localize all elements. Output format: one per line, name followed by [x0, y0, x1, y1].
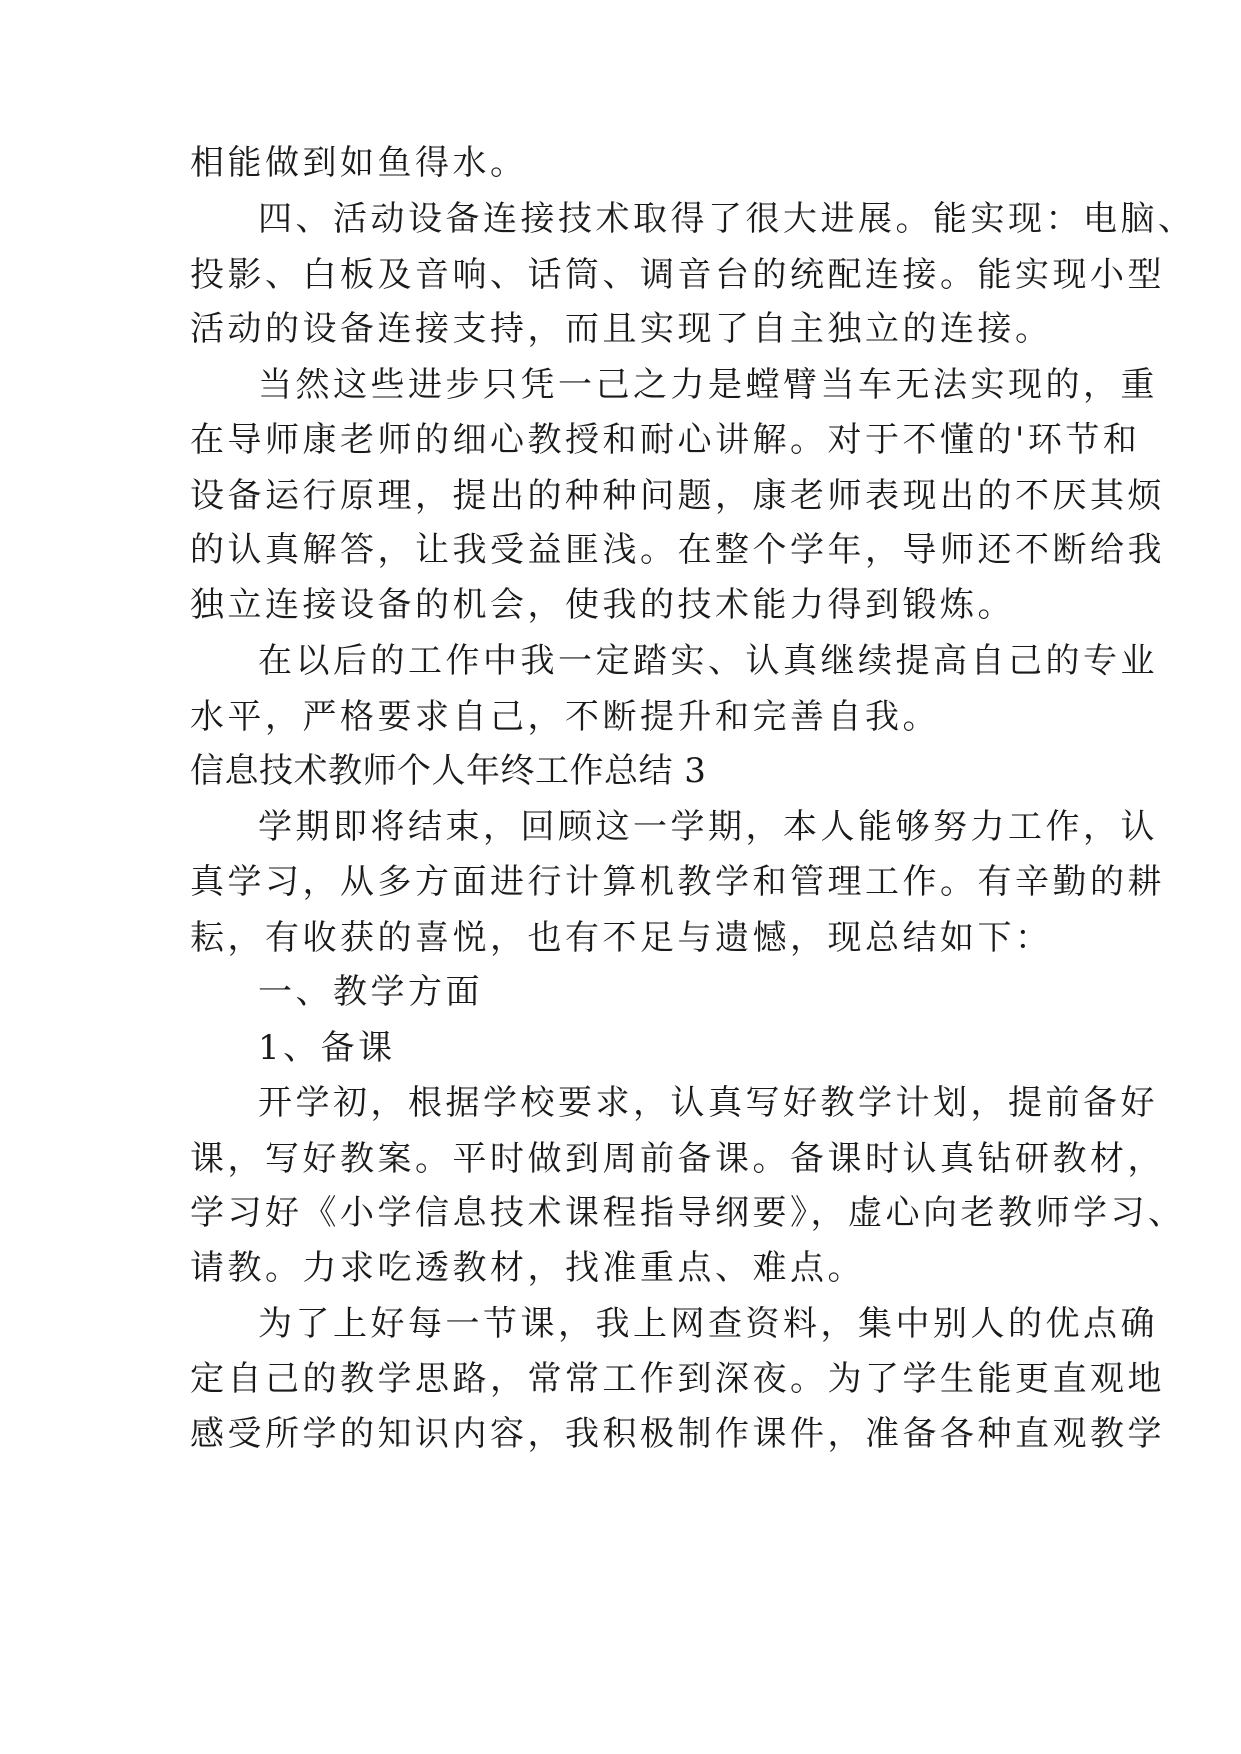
paragraph-line: 请教。力求吃透教材，找准重点、难点。	[190, 1248, 865, 1288]
paragraph-line: 真学习，从多方面进行计算机教学和管理工作。有辛勤的耕	[190, 862, 1165, 902]
paragraph-line: 的认真解答，让我受益匪浅。在整个学年，导师还不断给我	[190, 530, 1165, 570]
paragraph-line: 耘，有收获的喜悦，也有不足与遗憾，现总结如下：	[190, 918, 1053, 958]
paragraph-line: 学期即将结束，回顾这一学期，本人能够努力工作，认	[258, 807, 1158, 847]
paragraph-line: 定自己的教学思路，常常工作到深夜。为了学生能更直观地	[190, 1359, 1165, 1399]
paragraph-line: 课，写好教案。平时做到周前备课。备课时认真钻研教材，	[190, 1139, 1165, 1179]
paragraph-line: 感受所学的知识内容，我积极制作课件，准备各种直观教学	[190, 1414, 1165, 1454]
paragraph-line: 学习好《小学信息技术课程指导纲要》，虚心向老教师学习、	[190, 1193, 1186, 1233]
paragraph-line: 四、活动设备连接技术取得了很大进展。能实现：电脑、	[258, 199, 1196, 239]
paragraph-line: 在以后的工作中我一定踏实、认真继续提高自己的专业	[258, 641, 1158, 681]
paragraph-line: 为了上好每一节课，我上网查资料，集中别人的优点确	[258, 1304, 1158, 1344]
paragraph-line: 在导师康老师的细心教授和耐心讲解。对于不懂的'环节和	[190, 420, 1141, 460]
paragraph-line: 开学初，根据学校要求，认真写好教学计划，提前备好	[258, 1083, 1158, 1123]
paragraph-line: 活动的设备连接支持，而且实现了自主独立的连接。	[190, 309, 1053, 349]
paragraph-line: 投影、白板及音响、话筒、调音台的统配连接。能实现小型	[190, 255, 1165, 295]
paragraph-line: 相能做到如鱼得水。	[190, 143, 528, 183]
subheading: 一、教学方面	[258, 972, 483, 1012]
section-title: 信息技术教师个人年终工作总结 3	[190, 751, 707, 791]
paragraph-line: 设备运行原理，提出的种种问题，康老师表现出的不厌其烦	[190, 476, 1165, 516]
paragraph-line: 独立连接设备的机会，使我的技术能力得到锻炼。	[190, 585, 1015, 625]
paragraph-line: 当然这些进步只凭一己之力是螳臂当车无法实现的，重	[258, 365, 1158, 405]
subheading: 1、备课	[258, 1028, 396, 1068]
paragraph-line: 水平，严格要求自己，不断提升和完善自我。	[190, 697, 940, 737]
